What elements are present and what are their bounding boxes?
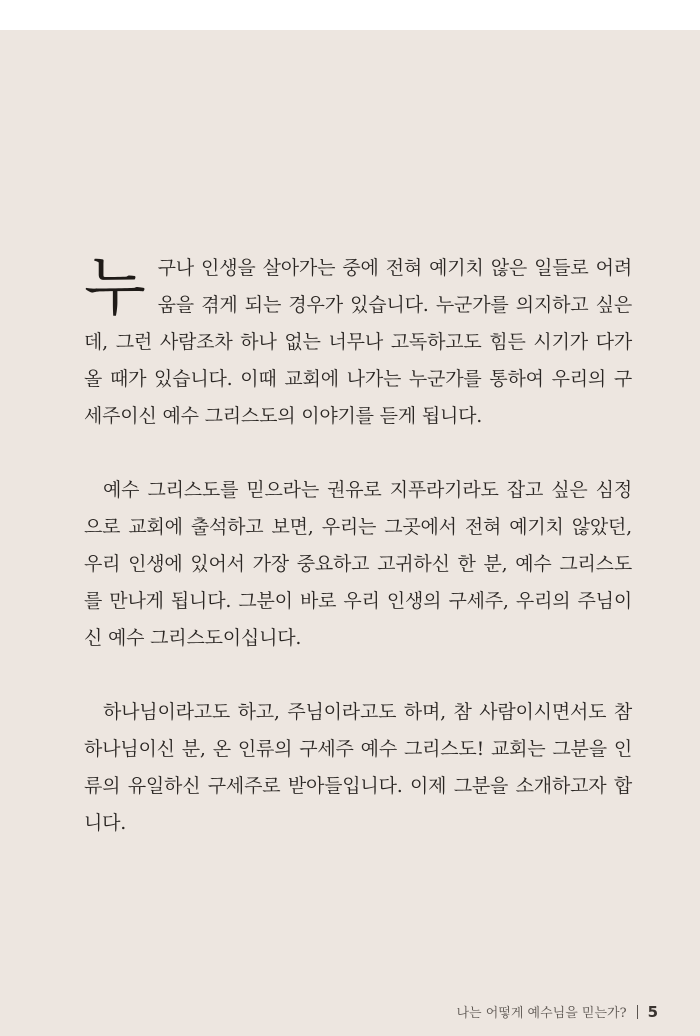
- book-page: [0, 30, 700, 1036]
- paragraph-2: 예수 그리스도를 믿으라는 권유로 지푸라기라도 잡고 싶은 심정으로 교회에 출석하고 보면, 우리는 그곳에서 전혀 예기치 않았던, 우리 인생에 있어서 가장 중요하고 고귀하신 한 분, 예수 그리스도를 만나게 됩니다. 그분이 바로 우리 인생의 구세주, 우리의 주님이신 예수 그리스도이십니다.: [84, 479, 632, 649]
- paragraph-1-text: 구나 인생을 살아가는 중에 전혀 예기치 않은 일들로 어려움을 겪게 되는 경우가 있습니다. 누군가를 의지하고 싶은데, 그런 사람조차 하나 없는 너무나 고독하고도 힘든 시기가 다가올 때가 있습니다. 이때 교회에 나가는 누군가를 통하여 우리의 구세주이신 예수 그리스도의 이야기를 듣게 됩니다.: [84, 257, 632, 427]
- paragraph-3: 하나님이라고도 하고, 주님이라고도 하며, 참 사람이시면서도 참 하나님이신 분, 온 인류의 구세주 예수 그리스도! 교회는 그분을 인류의 유일하신 구세주로 받아들입니다. 이제 그분을 소개하고자 합니다.: [84, 701, 632, 834]
- page-number: 5: [647, 1002, 658, 1021]
- running-title: 나는 어떻게 예수님을 믿는가?: [456, 1006, 627, 1021]
- paragraph-1: [84, 250, 632, 435]
- drop-cap: 누: [84, 251, 146, 325]
- page-footer: [456, 1002, 658, 1021]
- footer-divider: [637, 1005, 638, 1019]
- page-body: [84, 250, 632, 842]
